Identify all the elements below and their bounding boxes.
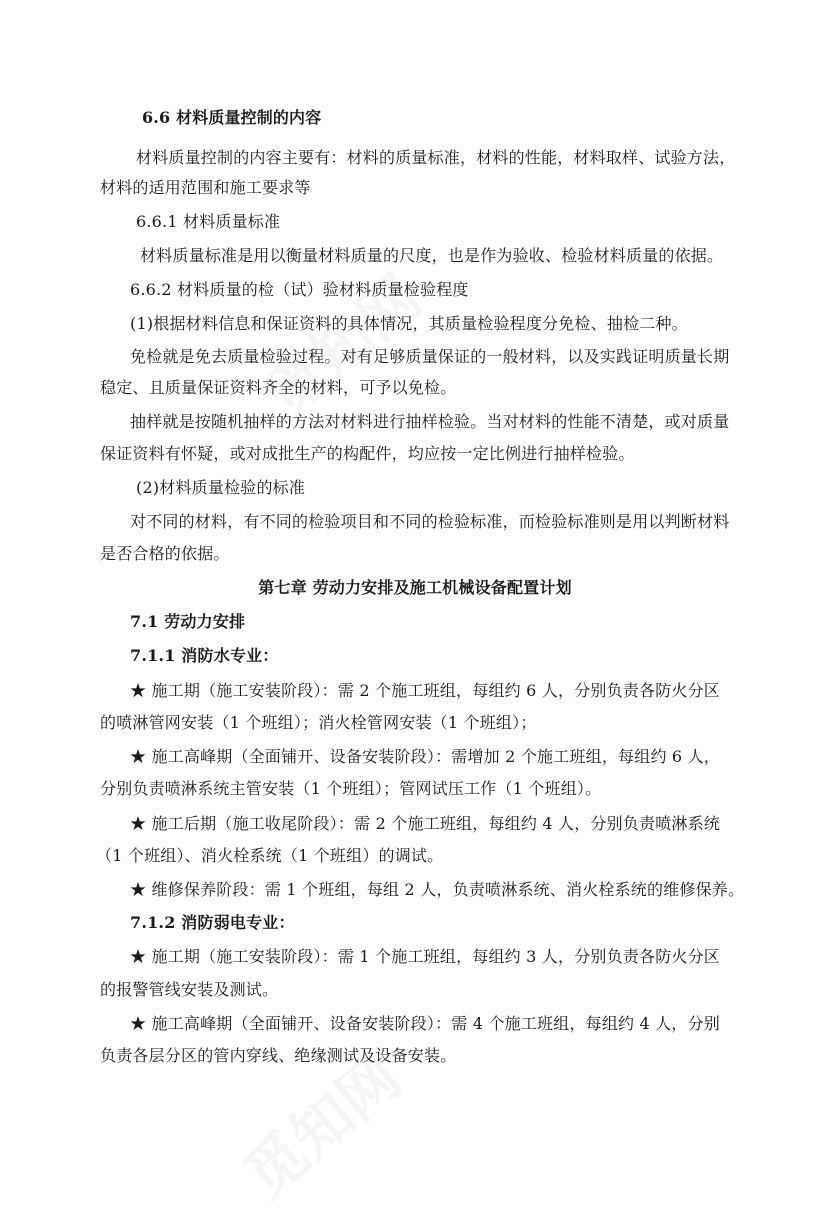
- subsection-heading-6-6-2: 6.6.2 材料质量的检（试）验材料质量检验程度: [130, 280, 469, 299]
- paragraph-line: 的喷淋管网安装（1 个班组）；消火栓管网安装（1 个班组）；: [100, 713, 537, 732]
- paragraph-line: 稳定、且质量保证资料齐全的材料，可予以免检。: [100, 378, 457, 397]
- paragraph-line: 免检就是免去质量检验过程。对有足够质量保证的一般材料，以及实践证明质量长期: [130, 347, 730, 366]
- paragraph-line: 抽样就是按随机抽样的方法对材料进行抽样检验。当对材料的性能不清楚，或对质量: [130, 412, 730, 431]
- paragraph-line: 对不同的材料，有不同的检验项目和不同的检验标准，而检验标准则是用以判断材料: [130, 512, 730, 531]
- paragraph-line: 是否合格的依据。: [100, 544, 230, 563]
- chapter-title: 第七章 劳动力安排及施工机械设备配置计划: [258, 578, 572, 597]
- paragraph-line: 材料的适用范围和施工要求等: [100, 178, 311, 197]
- bullet-item: ★ 施工高峰期（全面铺开、设备安装阶段）：需增加 2 个施工班组，每组约 6 人，: [130, 747, 720, 766]
- paragraph-line: 分别负责喷淋系统主管安装（1 个班组）；管网试压工作（1 个班组）。: [100, 779, 602, 798]
- section-heading-7-1: 7.1 劳动力安排: [130, 612, 246, 631]
- bullet-item: ★ 施工期（施工安装阶段）：需 2 个施工班组，每组约 6 人，分别负责各防火分区: [130, 681, 720, 700]
- subsection-heading-7-1-1: 7.1.1 消防水专业：: [130, 646, 279, 665]
- subsection-heading-7-1-2: 7.1.2 消防弱电专业：: [130, 913, 295, 932]
- paragraph-line: （1 个班组）、消火栓系统（1 个班组）的调试。: [96, 846, 444, 865]
- paragraph-line: 负责各层分区的管内穿线、绝缘测试及设备安装。: [100, 1046, 457, 1065]
- section-heading-6-6: 6.6 材料质量控制的内容: [142, 108, 322, 127]
- bullet-item: ★ 施工期（施工安装阶段）：需 1 个施工班组，每组约 3 人，分别负责各防火分区: [130, 947, 720, 966]
- paragraph-line: (1)根据材料信息和保证资料的具体情况，其质量检验程度分免检、抽检二种。: [130, 314, 688, 333]
- paragraph-line: 保证资料有怀疑，或对成批生产的构配件，均应按一定比例进行抽样检验。: [100, 444, 635, 463]
- paragraph-line: 的报警管线安装及测试。: [100, 980, 279, 999]
- bullet-item: ★ 维修保养阶段：需 1 个班组，每组 2 人，负责喷淋系统、消火栓系统的维修保养。: [130, 880, 745, 899]
- paragraph-line: 材料质量标准是用以衡量材料质量的尺度，也是作为验收、检验材料质量的依据。: [140, 246, 724, 265]
- bullet-item: ★ 施工高峰期（全面铺开、设备安装阶段）：需 4 个施工班组，每组约 4 人，分别: [130, 1014, 720, 1033]
- paragraph-line: 材料质量控制的内容主要有：材料的质量标准，材料的性能，材料取样、试验方法，: [136, 148, 736, 167]
- subsection-heading-6-6-1: 6.6.1 材料质量标准: [136, 212, 281, 231]
- bullet-item: ★ 施工后期（施工收尾阶段）：需 2 个施工班组，每组约 4 人，分别负责喷淋系统: [130, 814, 720, 833]
- list-heading: (2)材料质量检验的标准: [136, 478, 306, 497]
